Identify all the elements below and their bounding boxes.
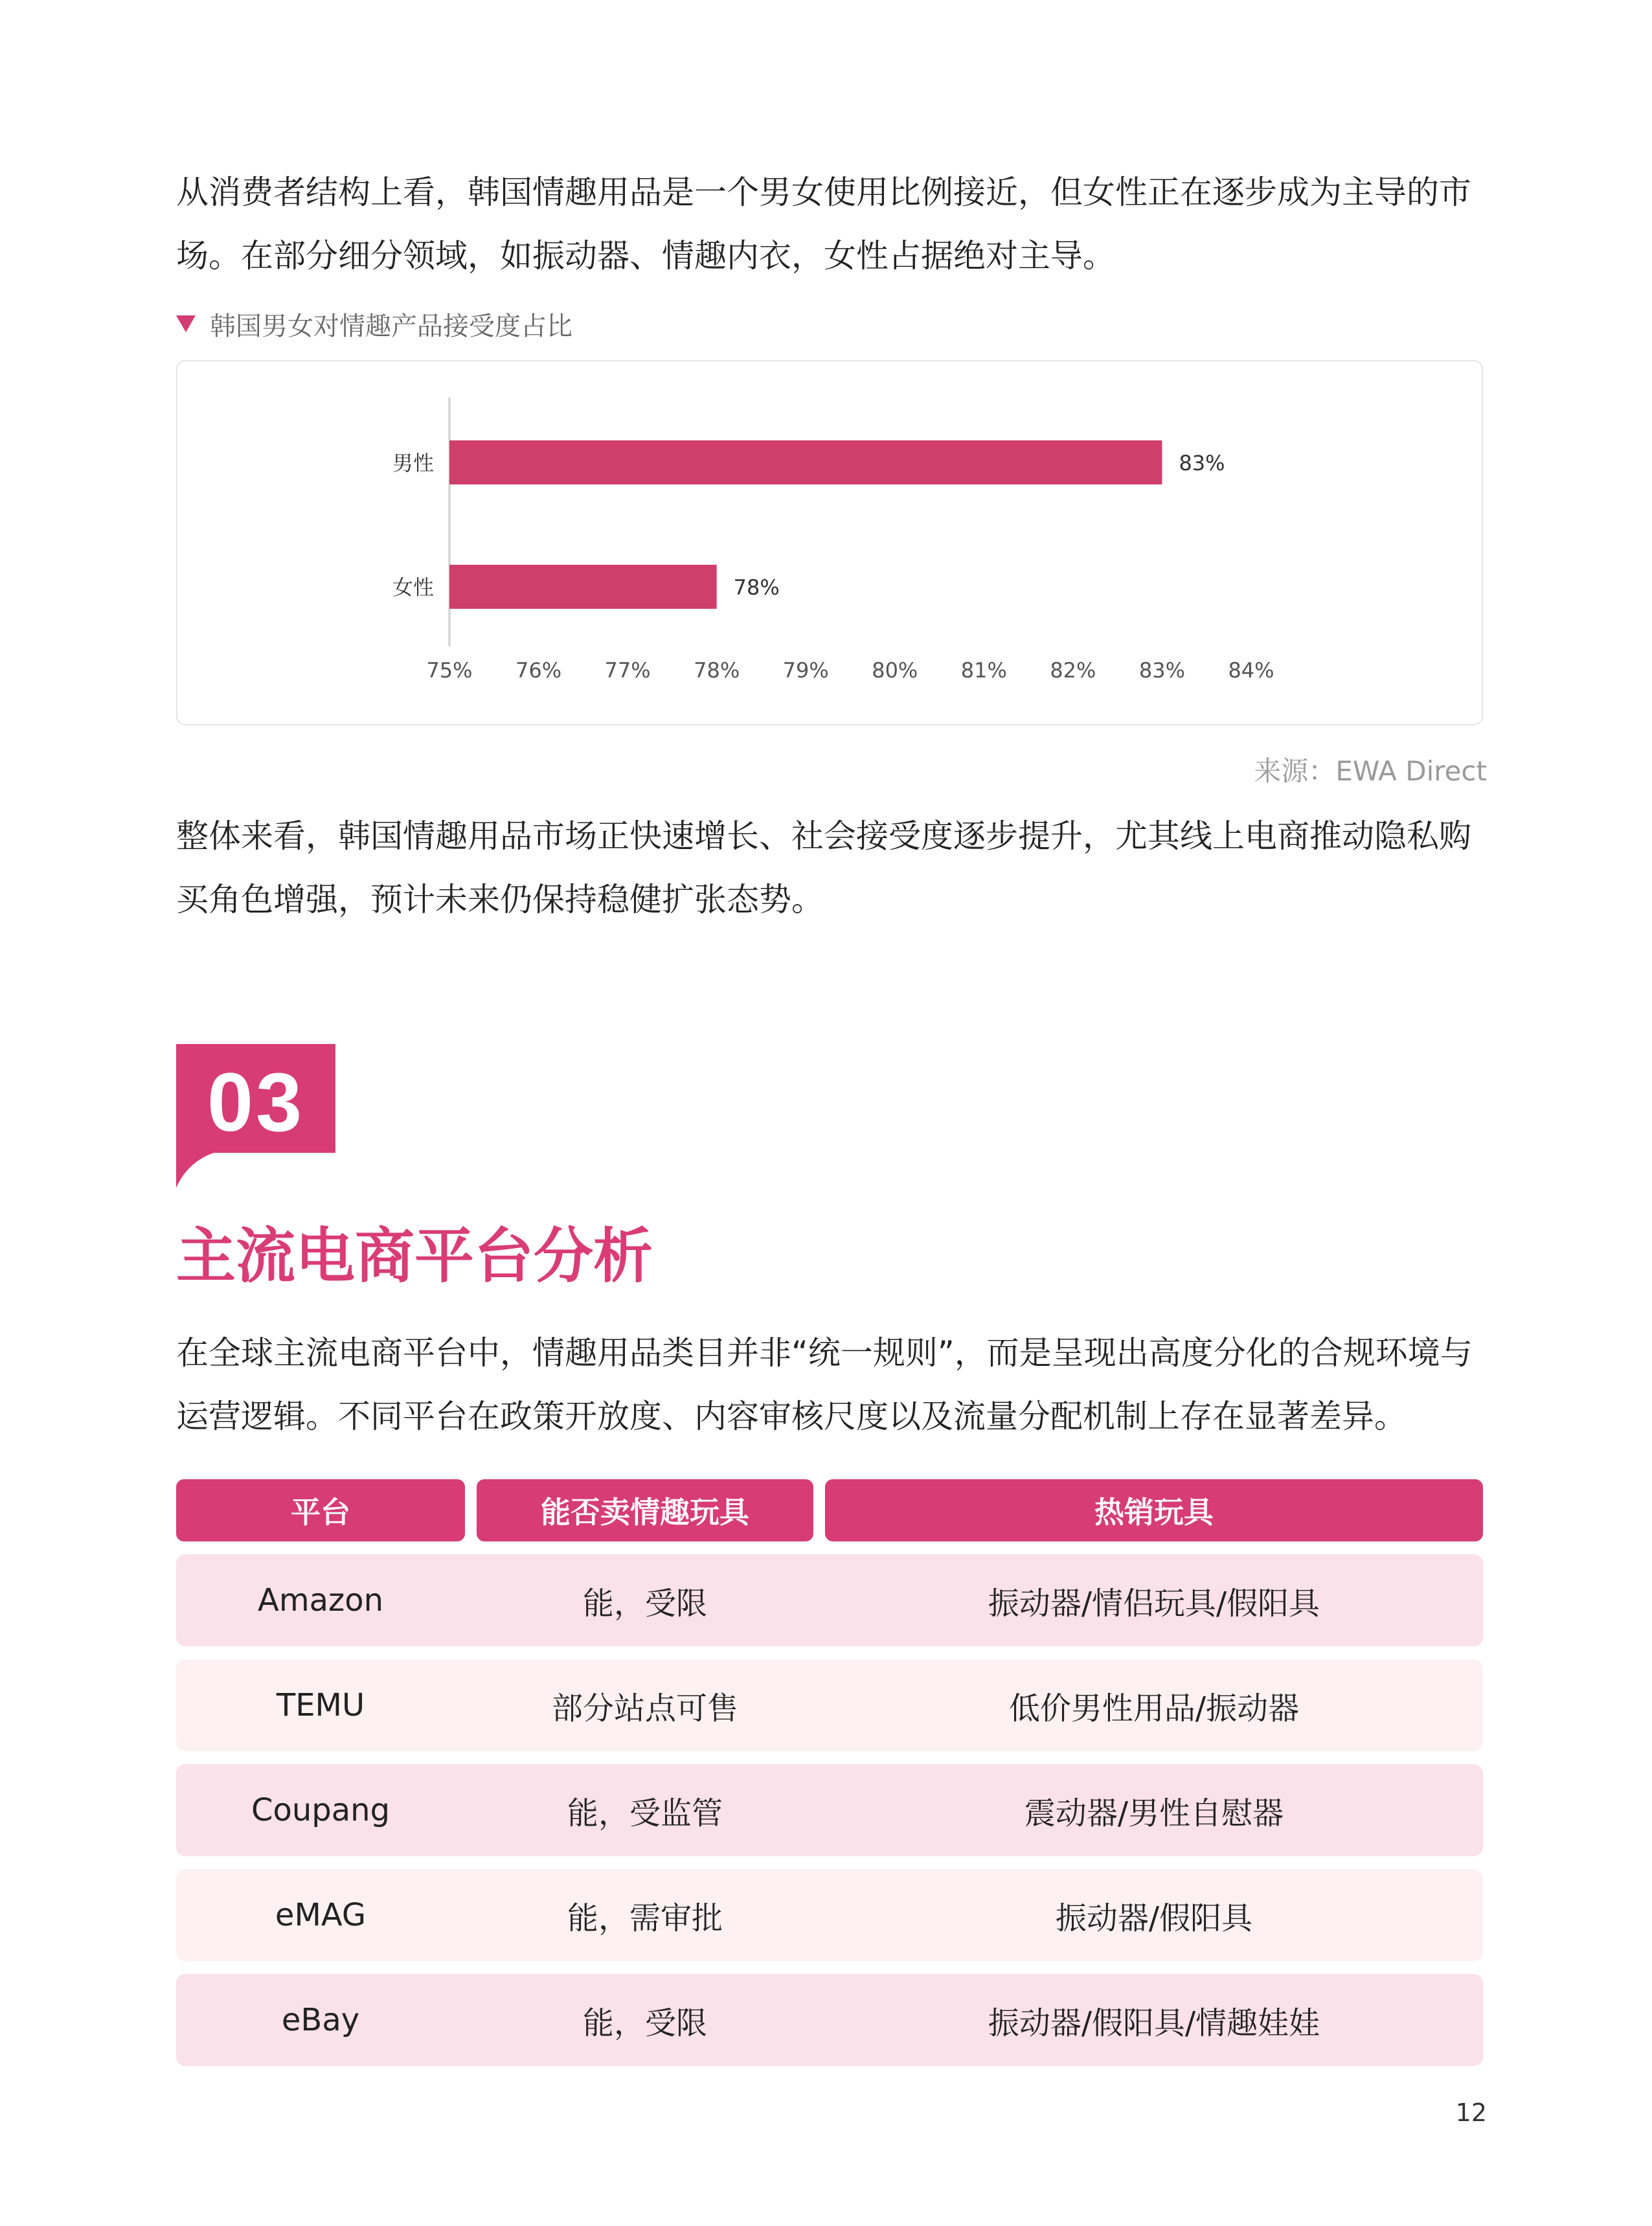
platform-cell: Amazon	[258, 1582, 383, 1618]
section-title: 主流电商平台分析	[176, 1221, 653, 1291]
header-best-sellers: 热销玩具	[825, 1479, 1483, 1541]
x-tick-label: 84%	[1228, 658, 1274, 683]
header-platform: 平台	[176, 1479, 465, 1541]
chart-source: 来源：EWA Direct	[1254, 755, 1487, 787]
x-tick-label: 80%	[872, 658, 918, 683]
x-tick-label: 82%	[1050, 658, 1096, 683]
best-sellers-cell: 震动器/男性自慰器	[1024, 1795, 1284, 1832]
can-sell-cell: 部分站点可售	[551, 1690, 738, 1727]
section-intro-paragraph: 在全球主流电商平台中，情趣用品类目并非“统一规则”，而是呈现出高度分化的合规环境与运营逻辑。不同平台在政策开放度、内容审核尺度以及流量分配机制上存在显著差异。	[176, 1334, 1473, 1435]
section-number: 03	[207, 1056, 305, 1149]
data-label: 78%	[733, 575, 780, 600]
platform-table	[176, 1479, 1483, 2079]
x-tick-label: 79%	[782, 658, 829, 683]
x-tick-label: 83%	[1138, 658, 1186, 683]
best-sellers-cell: 振动器/情侣玩具/假阳具	[988, 1585, 1320, 1622]
can-sell-cell: 能，受监管	[567, 1795, 723, 1832]
x-tick-label: 78%	[694, 658, 740, 683]
header-can-sell: 能否卖情趣玩具	[477, 1479, 813, 1541]
platform-cell: TEMU	[276, 1687, 365, 1723]
bar-chart	[177, 361, 1484, 727]
bar	[449, 565, 717, 609]
can-sell-cell: 能，受限	[582, 1585, 707, 1622]
can-sell-cell: 能，需审批	[567, 1900, 723, 1936]
x-tick-label: 81%	[960, 658, 1007, 683]
category-label: 男性	[392, 451, 434, 475]
table-row	[176, 1974, 1483, 2066]
intro-paragraph: 从消费者结构上看，韩国情趣用品是一个男女使用比例接近，但女性正在逐步成为主导的市场。在部分细分领域，如振动器、情趣内衣，女性占据绝对主导。	[176, 174, 1471, 275]
best-sellers-cell: 振动器/假阳具	[1055, 1900, 1253, 1936]
platform-cell: eMAG	[275, 1897, 367, 1933]
table-row	[176, 1554, 1483, 1646]
triangle-down-icon	[176, 315, 196, 332]
x-tick-label: 76%	[515, 658, 562, 683]
chart-container	[176, 360, 1483, 725]
x-tick-label: 77%	[604, 658, 651, 683]
platform-cell: Coupang	[251, 1792, 390, 1828]
chart-caption	[176, 304, 572, 343]
summary-paragraph: 整体来看，韩国情趣用品市场正快速增长、社会接受度逐步提升，尤其线上电商推动隐私购买角色增强，预计未来仍保持稳健扩张态势。	[176, 817, 1471, 918]
data-label: 83%	[1179, 451, 1225, 475]
chart-caption-text: 韩国男女对情趣产品接受度占比	[210, 311, 572, 341]
bar	[449, 440, 1162, 484]
can-sell-cell: 能，受限	[582, 2005, 707, 2041]
table-header	[176, 1479, 1483, 1541]
platform-cell: eBay	[281, 2002, 360, 2038]
x-tick-label: 75%	[426, 658, 473, 683]
best-sellers-cell: 低价男性用品/振动器	[1008, 1690, 1300, 1727]
table-row	[176, 1659, 1483, 1751]
table-row	[176, 1764, 1483, 1856]
best-sellers-cell: 振动器/假阳具/情趣娃娃	[988, 2005, 1320, 2041]
category-label: 女性	[392, 575, 434, 600]
table-row	[176, 1869, 1483, 1961]
page-number: 12	[1455, 2098, 1487, 2127]
